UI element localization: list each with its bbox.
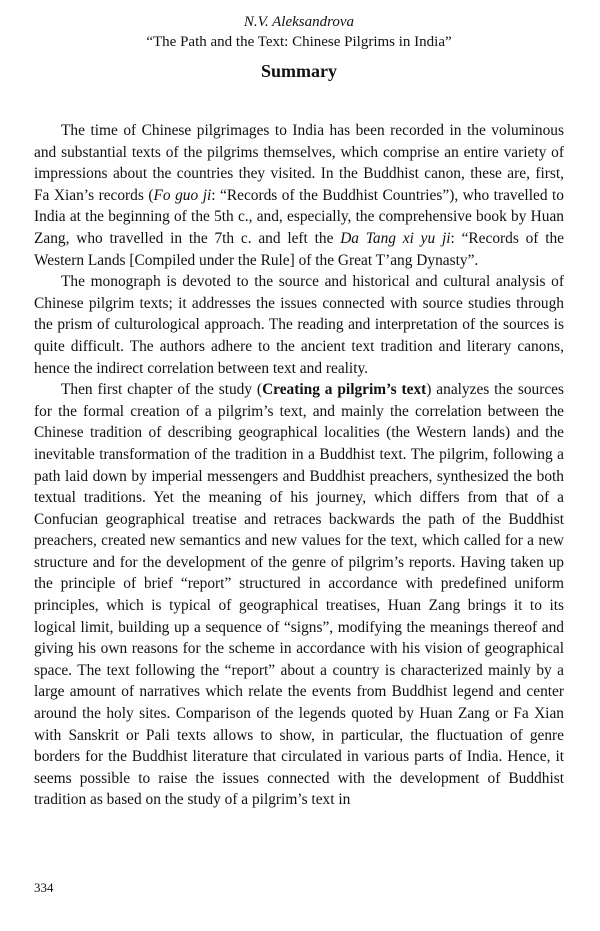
book-title-fo-guo-ji: Fo guo ji [153,186,212,204]
book-title-da-tang-xi-yu-ji: Da Tang xi yu ji [340,229,451,247]
paragraph-3 [34,379,564,811]
page [34,12,564,811]
paragraph-3-part-a: Then first chapter of the study ( [61,381,263,399]
paragraph-2: The monograph is devoted to the source and historical and cultural analysis of Chinese pilgrim texts; it addresses the issues connected with source studies through the prism of culturological approach. The reading and interpretation of the sources is quite difficult. The authors adhere to the ancient text tradition and literary canons, hence the indirect correlation between text and reality. [34,273,564,377]
paragraph-3-part-b: ) analyzes the sources for the formal creation of a pilgrim’s text, and mainly the correlation between the Chinese tradition of describing geographical localities (the Western lands) and the inevitable transformation of the tradition in a Buddhist text. The pilgrim, following a path laid down by imperial messengers and Buddhist preachers, synthesized the both textual traditions. Yet the meaning of his journey, which differs from that of a Confucian geographical treatise and retraces backwards the path of the Buddhist preachers, created new semantics and new values for the text, which called for a new structure and for the development of the genre of pilgrim’s reports. Having taken up the principle of brief “report” structured in accordance with predefined uniform principles, which is typical of geographical treatises, Huan Zang brings it to its logical limit, building up a sequence of “signs”, modifying the meanings thereof and giving his own reasons for the scheme in accordance with his vision of geographical space. The text following the “report” about a country is characterized mainly by a large amount of narratives which relate the events from Buddhist legend and center around the holy sites. Comparison of the legends quoted by Huan Zang or Fa Xian with Sanskrit or Pali texts allows to show, in particular, the fluctuation of genre borders for the Buddhist literature that circulated in various parts of India. Hence, it seems possible to raise the issues connected with the development of Buddhist tradition as based on the study of a pilgrim’s text in [34,381,564,809]
body-text [34,120,564,811]
article-title: “The Path and the Text: Chinese Pilgrims in India” [146,34,452,50]
author-name: N.V. Aleksandrova [243,14,355,30]
paragraph-1-part-b: : “Records of the Buddhist Countries”), who travelled to India at the beginning of the 5th c., and, especially, the comprehensive book by Huan Zang, who travelled in the 7th c. and left the [34,186,564,247]
summary-heading: Summary [261,61,337,81]
page-number: 334 [34,880,54,895]
paragraph-1-part-a: The time of Chinese pilgrimages to India has been recorded in the voluminous and substantial texts of the pilgrims themselves, which comprise an entire variety of impressions about the countries they visited. In the Buddhist canon, these are, first, Fa Xian’s records ( [34,122,564,204]
paragraph-1 [34,120,564,271]
chapter-title-creating-a-pilgrims-text: Creating a pilgrim’s text [262,381,427,399]
paragraph-1-part-c: : “Records of the Western Lands [Compiled under the Rule] of the Great T’ang Dynasty”. [34,229,564,269]
